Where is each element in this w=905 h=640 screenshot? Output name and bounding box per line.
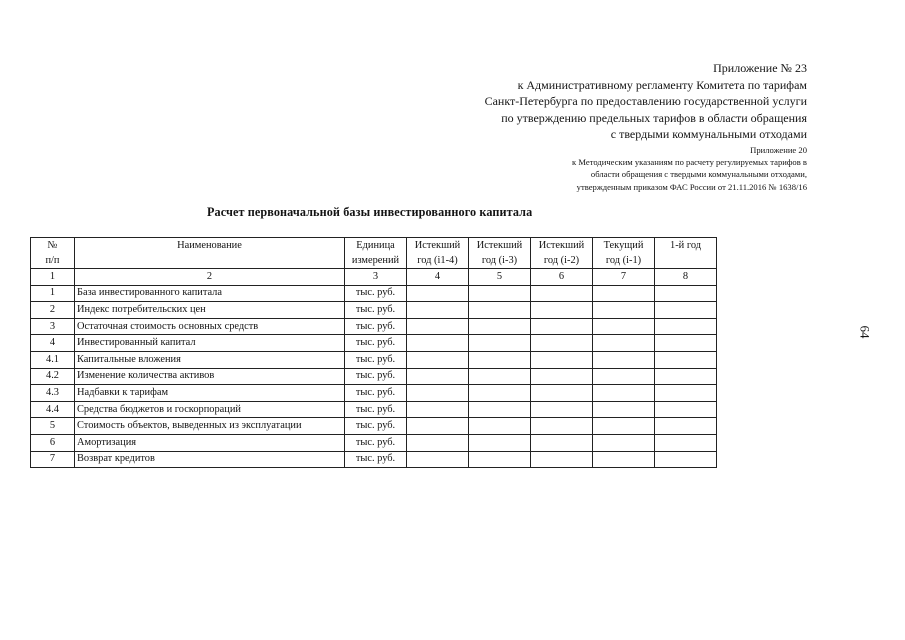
value-cell <box>407 302 469 319</box>
appendix-reference-line: Санкт-Петербурга по предоставлению государственной услуги <box>484 94 807 109</box>
value-cell <box>655 418 717 435</box>
value-cell <box>469 418 531 435</box>
value-cell <box>407 451 469 468</box>
value-cell <box>531 401 593 418</box>
row-unit: тыс. руб. <box>345 285 407 302</box>
column-index: 4 <box>407 269 469 286</box>
row-name: Возврат кредитов <box>75 451 345 468</box>
value-cell <box>655 434 717 451</box>
value-cell <box>593 401 655 418</box>
investment-capital-table <box>30 237 717 468</box>
row-number: 6 <box>31 434 75 451</box>
column-index: 3 <box>345 269 407 286</box>
row-number: 4.1 <box>31 351 75 368</box>
value-cell <box>655 385 717 402</box>
row-name: Стоимость объектов, выведенных из эксплуатации <box>75 418 345 435</box>
value-cell <box>531 351 593 368</box>
value-cell <box>593 385 655 402</box>
methodology-reference-line: области обращения с твердыми коммунальными отходами, <box>590 169 807 180</box>
table-row <box>31 434 717 451</box>
value-cell <box>655 368 717 385</box>
value-cell <box>469 385 531 402</box>
document-header <box>387 60 807 193</box>
value-cell <box>531 368 593 385</box>
value-cell <box>407 285 469 302</box>
table-row <box>31 368 717 385</box>
value-cell <box>469 368 531 385</box>
table-row <box>31 285 717 302</box>
row-name: Амортизация <box>75 434 345 451</box>
value-cell <box>469 401 531 418</box>
header-cell-first-year: 1-й год <box>655 238 717 269</box>
row-name: Надбавки к тарифам <box>75 385 345 402</box>
methodology-appendix-number: Приложение 20 <box>750 144 807 155</box>
value-cell <box>593 285 655 302</box>
value-cell <box>655 351 717 368</box>
appendix-number: Приложение № 23 <box>713 61 807 75</box>
value-cell <box>593 302 655 319</box>
value-cell <box>469 451 531 468</box>
row-number: 2 <box>31 302 75 319</box>
methodology-reference-line: утвержденным приказом ФАС России от 21.11.2016 № 1638/16 <box>576 181 807 192</box>
value-cell <box>593 434 655 451</box>
value-cell <box>655 302 717 319</box>
value-cell <box>469 335 531 352</box>
value-cell <box>531 434 593 451</box>
column-index: 6 <box>531 269 593 286</box>
value-cell <box>407 368 469 385</box>
table-row <box>31 335 717 352</box>
header-cell-year-i-2: Истекший год (i-2) <box>531 238 593 269</box>
header-row <box>31 238 717 269</box>
header-cell-number: № п/п <box>31 238 75 269</box>
table-row <box>31 351 717 368</box>
row-number: 4.4 <box>31 401 75 418</box>
table-row <box>31 451 717 468</box>
row-name: Инвестированный капитал <box>75 335 345 352</box>
value-cell <box>469 434 531 451</box>
value-cell <box>531 335 593 352</box>
row-unit: тыс. руб. <box>345 418 407 435</box>
column-index: 8 <box>655 269 717 286</box>
row-unit: тыс. руб. <box>345 302 407 319</box>
methodology-reference-line: к Методическим указаниям по расчету регулируемых тарифов в <box>572 157 807 168</box>
table-row <box>31 401 717 418</box>
value-cell <box>593 418 655 435</box>
value-cell <box>593 368 655 385</box>
row-number: 5 <box>31 418 75 435</box>
table-row <box>31 302 717 319</box>
value-cell <box>531 285 593 302</box>
methodology-reference <box>387 144 807 193</box>
value-cell <box>407 335 469 352</box>
row-unit: тыс. руб. <box>345 434 407 451</box>
appendix-reference-line: по утверждению предельных тарифов в области обращения <box>501 110 807 125</box>
value-cell <box>469 285 531 302</box>
value-cell <box>593 451 655 468</box>
column-index: 7 <box>593 269 655 286</box>
row-unit: тыс. руб. <box>345 318 407 335</box>
table-row <box>31 318 717 335</box>
row-name: Капитальные вложения <box>75 351 345 368</box>
table-row <box>31 385 717 402</box>
row-unit: тыс. руб. <box>345 451 407 468</box>
row-name: Средства бюджетов и госкорпораций <box>75 401 345 418</box>
value-cell <box>655 285 717 302</box>
value-cell <box>531 302 593 319</box>
column-index: 2 <box>75 269 345 286</box>
value-cell <box>407 351 469 368</box>
row-name: Индекс потребительских цен <box>75 302 345 319</box>
row-unit: тыс. руб. <box>345 385 407 402</box>
value-cell <box>655 451 717 468</box>
column-index: 1 <box>31 269 75 286</box>
header-cell-name: Наименование <box>75 238 345 269</box>
value-cell <box>531 451 593 468</box>
row-name: Остаточная стоимость основных средств <box>75 318 345 335</box>
row-number: 3 <box>31 318 75 335</box>
value-cell <box>531 418 593 435</box>
header-cell-unit: Единица измерений <box>345 238 407 269</box>
value-cell <box>407 418 469 435</box>
row-unit: тыс. руб. <box>345 401 407 418</box>
value-cell <box>655 401 717 418</box>
value-cell <box>469 318 531 335</box>
row-number: 4 <box>31 335 75 352</box>
document-title: Расчет первоначальной базы инвестированного капитала <box>207 205 533 219</box>
row-unit: тыс. руб. <box>345 335 407 352</box>
header-cell-year-i1-4: Истекший год (i1-4) <box>407 238 469 269</box>
row-number: 4.2 <box>31 368 75 385</box>
column-index: 5 <box>469 269 531 286</box>
value-cell <box>531 318 593 335</box>
value-cell <box>655 318 717 335</box>
value-cell <box>593 351 655 368</box>
header-cell-year-i-3: Истекший год (i-3) <box>469 238 531 269</box>
value-cell <box>531 385 593 402</box>
value-cell <box>407 318 469 335</box>
row-name: База инвестированного капитала <box>75 285 345 302</box>
row-unit: тыс. руб. <box>345 351 407 368</box>
row-number: 4.3 <box>31 385 75 402</box>
column-index-row <box>31 269 717 286</box>
value-cell <box>407 401 469 418</box>
row-number: 7 <box>31 451 75 468</box>
row-name: Изменение количества активов <box>75 368 345 385</box>
value-cell <box>593 318 655 335</box>
value-cell <box>407 385 469 402</box>
header-cell-year-i-1: Текущий год (i-1) <box>593 238 655 269</box>
appendix-reference-line: к Административному регламенту Комитета по тарифам <box>517 77 807 92</box>
value-cell <box>469 302 531 319</box>
appendix-reference-line: с твердыми коммунальными отходами <box>610 127 807 142</box>
value-cell <box>593 335 655 352</box>
row-unit: тыс. руб. <box>345 368 407 385</box>
page-number: 64 <box>857 325 873 339</box>
value-cell <box>407 434 469 451</box>
row-number: 1 <box>31 285 75 302</box>
value-cell <box>655 335 717 352</box>
value-cell <box>469 351 531 368</box>
table-row <box>31 418 717 435</box>
